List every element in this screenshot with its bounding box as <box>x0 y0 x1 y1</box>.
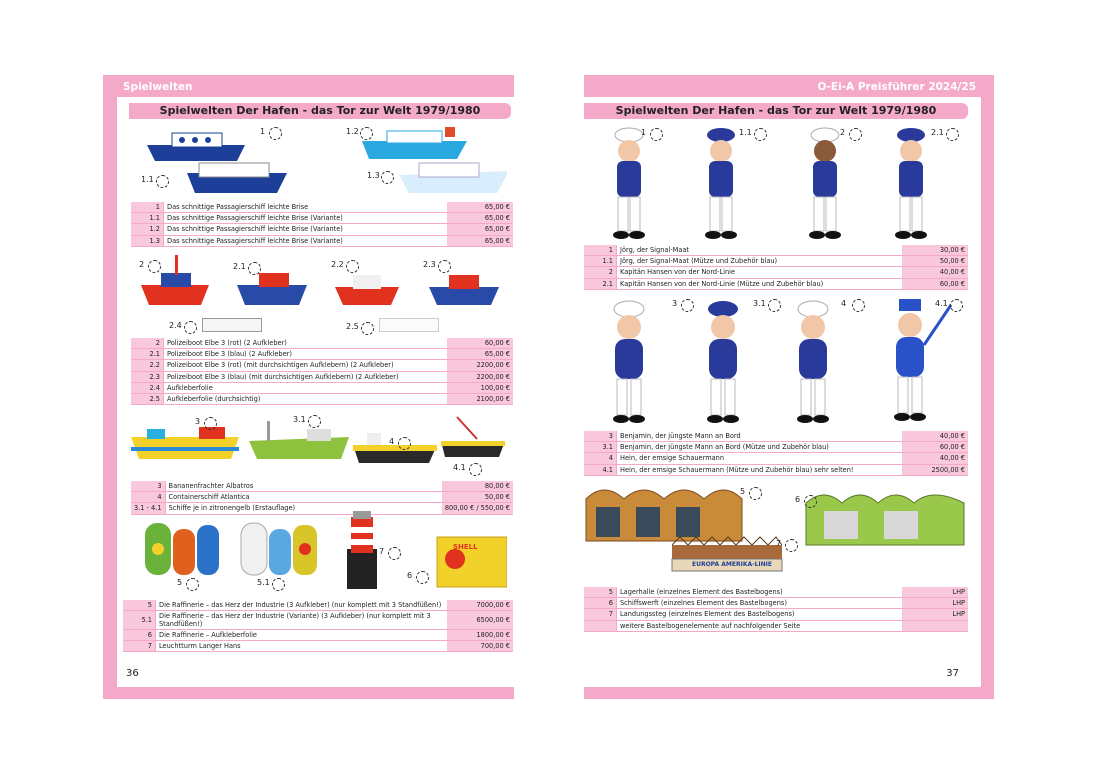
figure-signal-maat-icon <box>613 128 645 239</box>
item-description: Polizeiboot Elbe 3 (rot) (mit durchsichtigen Aufklebern) (2 Aufkleber) <box>164 360 448 371</box>
sticker-sheet-icon <box>202 318 262 332</box>
item-number: 6 <box>123 630 156 641</box>
item-number: 2.1 <box>584 278 617 289</box>
item-number: 2.1 <box>131 349 164 360</box>
right-page <box>584 97 981 687</box>
item-description: Hein, der emsige Schauermann (Mütze und Zubehör blau) sehr selten! <box>617 464 903 475</box>
lighthouse-icon <box>347 511 377 589</box>
item-description: Aufkleberfolie <box>164 382 448 393</box>
passenger-ships-image <box>137 123 507 199</box>
ship-1-1-icon <box>187 163 287 193</box>
label-fig-1-1: 1.1 <box>739 128 752 137</box>
item-number: 4 <box>131 492 165 503</box>
table-row <box>123 630 513 641</box>
item-description: Die Raffinerie – Aufkleberfolie <box>156 630 448 641</box>
item-price: 40,00 € <box>902 267 968 278</box>
item-description: Das schnittige Passagierschiff leichte Brise (Variante) <box>164 213 448 224</box>
check-circle-3[interactable] <box>204 417 217 430</box>
check-circle-2-1[interactable] <box>248 262 261 275</box>
item-price: 30,00 € <box>902 245 968 256</box>
item-number <box>584 620 617 631</box>
label-2-4: 2.4 <box>169 321 182 330</box>
table-row <box>584 609 968 620</box>
item-number: 2.5 <box>131 393 164 404</box>
check-circle-2-4[interactable] <box>184 321 197 334</box>
label-2-5: 2.5 <box>346 322 359 331</box>
label-bldg-5: 5 <box>740 487 746 496</box>
check-circle-fig-4[interactable] <box>852 299 865 312</box>
check-circle-1-3[interactable] <box>381 171 394 184</box>
item-price: 80,00 € <box>442 481 513 492</box>
left-header-title: Spielwelten <box>123 81 193 93</box>
right-header-title: O-Ei-A Preisführer 2024/25 <box>817 81 976 93</box>
label-1-1: 1.1 <box>141 175 154 184</box>
label-3: 3 <box>195 417 201 426</box>
label-4-1: 4.1 <box>453 463 466 472</box>
left-page-number: 36 <box>126 668 139 679</box>
europa-linie-text: EUROPA AMERIKA-LINIE <box>691 561 773 568</box>
item-number: 4 <box>584 453 617 464</box>
label-1: 1 <box>260 127 266 136</box>
item-price: 40,00 € <box>902 453 968 464</box>
item-number: 1.1 <box>131 213 164 224</box>
check-circle-bldg-7[interactable] <box>785 539 798 552</box>
ship-1-2-icon <box>362 127 467 159</box>
police-boat-blue-icon <box>237 273 307 305</box>
label-fig-3: 3 <box>672 299 678 308</box>
price-table-figures-1 <box>584 245 968 290</box>
item-number: 2 <box>131 338 164 349</box>
figure-signal-maat-blue-icon <box>705 128 737 239</box>
figure-benjamin-icon <box>613 301 645 423</box>
item-price: LHP <box>902 598 968 609</box>
label-bldg-6: 6 <box>795 495 801 504</box>
table-row <box>584 442 968 453</box>
item-price: 65,00 € <box>447 213 513 224</box>
item-description: Polizeiboot Elbe 3 (blau) (2 Aufkleber) <box>164 349 448 360</box>
label-2-3: 2.3 <box>423 260 436 269</box>
table-row <box>131 382 513 393</box>
label-3-1: 3.1 <box>293 415 306 424</box>
table-row <box>584 267 968 278</box>
item-number: 5 <box>584 587 617 598</box>
label-fig-1: 1 <box>641 128 647 137</box>
police-boat-red-clear-icon <box>335 275 399 305</box>
check-circle-fig-2-1[interactable] <box>946 128 959 141</box>
item-number: 2 <box>584 267 617 278</box>
item-description: Polizeiboot Elbe 3 (rot) (2 Aufkleber) <box>164 338 448 349</box>
check-circle-fig-1-1[interactable] <box>754 128 767 141</box>
check-circle-fig-1[interactable] <box>650 128 663 141</box>
item-number: 2.2 <box>131 360 164 371</box>
label-2: 2 <box>139 260 145 269</box>
item-description: Das schnittige Passagierschiff leichte Brise (Variante) <box>164 224 448 235</box>
item-number: 1.3 <box>131 235 164 246</box>
item-price: LHP <box>902 587 968 598</box>
check-circle-2[interactable] <box>148 260 161 273</box>
item-description: Kapitän Hansen von der Nord-Linie <box>617 267 903 278</box>
item-price: 2100,00 € <box>447 393 513 404</box>
item-description: Landungssteg (einzelnes Element des Bastelbogens) <box>617 609 903 620</box>
item-number: 3 <box>131 481 165 492</box>
item-number: 4.1 <box>584 464 617 475</box>
item-price: 60,00 € <box>447 338 513 349</box>
table-row <box>131 224 513 235</box>
check-circle-7[interactable] <box>388 547 401 560</box>
warehouse-icon <box>586 490 742 541</box>
table-row <box>131 492 513 503</box>
banana-freighter-icon <box>131 427 239 459</box>
crew-figures-image <box>599 295 969 427</box>
table-row <box>584 245 968 256</box>
label-fig-2-1: 2.1 <box>931 128 944 137</box>
check-circle-fig-2[interactable] <box>849 128 862 141</box>
item-number: 3.1 - 4.1 <box>131 503 165 514</box>
check-circle-fig-4-1[interactable] <box>950 299 963 312</box>
item-description: Aufkleberfolie (durchsichtig) <box>164 393 448 404</box>
refinery-tanks-icon <box>145 523 219 575</box>
check-circle-3-1[interactable] <box>308 415 321 428</box>
table-row <box>131 338 513 349</box>
item-price: 50,00 € <box>902 256 968 267</box>
item-price: LHP <box>902 609 968 620</box>
left-page <box>117 97 514 687</box>
price-table-2 <box>131 338 513 405</box>
item-number: 1 <box>584 245 617 256</box>
check-circle-fig-3[interactable] <box>681 299 694 312</box>
item-price: 100,00 € <box>447 382 513 393</box>
label-1-2: 1.2 <box>346 127 359 136</box>
item-price: 2200,00 € <box>447 371 513 382</box>
label-4: 4 <box>389 437 395 446</box>
table-row <box>131 202 513 213</box>
check-circle-bldg-5[interactable] <box>749 487 762 500</box>
figure-benjamin-blue-icon <box>707 301 739 423</box>
item-description: weitere Bastelbogenelemente auf nachfolgender Seite <box>617 620 903 631</box>
item-description: Leuchtturm Langer Hans <box>156 641 448 652</box>
right-page-number: 37 <box>946 668 959 679</box>
label-2-2: 2.2 <box>331 260 344 269</box>
item-number: 7 <box>584 609 617 620</box>
item-description: Das schnittige Passagierschiff leichte Brise (Variante) <box>164 235 448 246</box>
item-description: Benjamin, der jüngste Mann an Bord (Mütze und Zubehör blau) <box>617 442 903 453</box>
table-row <box>584 464 968 475</box>
item-price: 2200,00 € <box>447 360 513 371</box>
gutter <box>514 75 584 699</box>
ship-1-3-icon <box>399 163 507 193</box>
shipyard-icon <box>806 495 964 545</box>
clear-sticker-sheet-icon <box>379 318 439 332</box>
table-row <box>584 453 968 464</box>
item-price: 700,00 € <box>447 641 513 652</box>
item-description: Kapitän Hansen von der Nord-Linie (Mütze und Zubehör blau) <box>617 278 903 289</box>
item-description: Die Raffinerie – das Herz der Industrie (Variante) (3 Aufkleber) (nur komplett mit 3 Standfüßen!) <box>156 611 448 630</box>
table-row <box>123 641 513 652</box>
check-circle-4[interactable] <box>398 437 411 450</box>
table-row <box>131 213 513 224</box>
item-number: 3.1 <box>584 442 617 453</box>
table-row <box>131 481 513 492</box>
item-price: 60,00 € <box>902 278 968 289</box>
check-circle-1[interactable] <box>269 127 282 140</box>
label-1-3: 1.3 <box>367 171 380 180</box>
table-row <box>123 611 513 630</box>
item-price <box>902 620 968 631</box>
shell-sticker-text: SHELL <box>453 543 478 551</box>
price-table-1 <box>131 202 513 247</box>
item-description: Das schnittige Passagierschiff leichte Brise <box>164 202 448 213</box>
label-5-1: 5.1 <box>257 578 270 587</box>
label-fig-4: 4 <box>841 299 847 308</box>
check-circle-1-1[interactable] <box>156 175 169 188</box>
label-5: 5 <box>177 578 183 587</box>
check-circle-2-2[interactable] <box>346 260 359 273</box>
label-6: 6 <box>407 571 413 580</box>
item-price: 65,00 € <box>447 224 513 235</box>
check-circle-6[interactable] <box>416 571 429 584</box>
table-row <box>584 256 968 267</box>
table-row <box>123 600 513 611</box>
item-number: 5 <box>123 600 156 611</box>
check-circle-2-5[interactable] <box>361 322 374 335</box>
item-description: Hein, der emsige Schauermann <box>617 453 903 464</box>
table-row <box>584 278 968 289</box>
item-number: 1 <box>131 202 164 213</box>
item-price: 1800,00 € <box>447 630 513 641</box>
check-circle-5[interactable] <box>186 578 199 591</box>
price-table-4 <box>123 600 513 652</box>
item-price: 800,00 € / 550,00 € <box>442 503 513 514</box>
item-description: Bananenfrachter Albatros <box>165 481 442 492</box>
container-ship-icon <box>249 421 349 459</box>
item-number: 7 <box>123 641 156 652</box>
item-number: 1.2 <box>131 224 164 235</box>
catalog-spread <box>103 75 994 699</box>
table-row <box>131 393 513 404</box>
item-number: 3 <box>584 431 617 442</box>
item-number: 6 <box>584 598 617 609</box>
item-description: Schiffswerft (einzelnes Element des Bastelbogens) <box>617 598 903 609</box>
check-circle-fig-3-1[interactable] <box>768 299 781 312</box>
item-number: 2.3 <box>131 371 164 382</box>
check-circle-4-1[interactable] <box>469 463 482 476</box>
refinery-tanks-variant-icon <box>241 523 317 575</box>
label-2-1: 2.1 <box>233 262 246 271</box>
price-table-buildings <box>584 587 968 632</box>
table-row <box>584 598 968 609</box>
item-price: 60,00 € <box>902 442 968 453</box>
item-price: 65,00 € <box>447 235 513 246</box>
item-price: 50,00 € <box>442 492 513 503</box>
label-fig-3-1: 3.1 <box>753 299 766 308</box>
label-7: 7 <box>379 547 385 556</box>
item-price: 40,00 € <box>902 431 968 442</box>
yellow-container-ship-icon <box>441 417 505 457</box>
label-fig-4-1: 4.1 <box>935 299 948 308</box>
ship-1-icon <box>147 133 245 161</box>
table-row <box>584 587 968 598</box>
right-section-title: Spielwelten Der Hafen - das Tor zur Welt 1979/1980 <box>584 103 968 119</box>
sailor-figures-image <box>599 123 969 245</box>
yellow-banana-ship-icon <box>353 433 437 463</box>
item-price: 65,00 € <box>447 349 513 360</box>
figure-captain-blue-icon <box>895 128 927 239</box>
figure-hein-icon <box>797 301 829 423</box>
item-price: 2500,00 € <box>902 464 968 475</box>
check-circle-5-1[interactable] <box>272 578 285 591</box>
price-table-figures-2 <box>584 431 968 476</box>
table-row <box>131 371 513 382</box>
table-row <box>131 360 513 371</box>
table-row <box>584 620 968 631</box>
item-number: 1.1 <box>584 256 617 267</box>
check-circle-2-3[interactable] <box>438 260 451 273</box>
left-section-title: Spielwelten Der Hafen - das Tor zur Welt 1979/1980 <box>129 103 511 119</box>
item-description: Lagerhalle (einzelnes Element des Bastelbogens) <box>617 587 903 598</box>
item-description: Benjamin, der jüngste Mann an Bord <box>617 431 903 442</box>
item-description: Jörg, der Signal-Maat (Mütze und Zubehör blau) <box>617 256 903 267</box>
item-price: 7000,00 € <box>447 600 513 611</box>
item-price: 65,00 € <box>447 202 513 213</box>
item-description: Polizeiboot Elbe 3 (blau) (mit durchsichtigen Aufklebern) (2 Aufkleber) <box>164 371 448 382</box>
table-row <box>131 235 513 246</box>
item-description: Containerschiff Atlantica <box>165 492 442 503</box>
figure-hein-blue-icon <box>894 299 951 421</box>
check-circle-bldg-6[interactable] <box>804 495 817 508</box>
item-price: 6500,00 € <box>447 611 513 630</box>
item-description: Die Raffinerie – das Herz der Industrie (3 Aufkleber) (nur komplett mit 3 Standfüßen!) <box>156 600 448 611</box>
table-row <box>131 349 513 360</box>
table-row <box>584 431 968 442</box>
item-number: 5.1 <box>123 611 156 630</box>
label-bldg-7: 7 <box>776 539 782 548</box>
item-description: Jörg, der Signal-Maat <box>617 245 903 256</box>
item-number: 2.4 <box>131 382 164 393</box>
label-fig-2: 2 <box>840 128 846 137</box>
figure-captain-icon <box>809 128 841 239</box>
police-boats-image <box>137 249 507 319</box>
police-boat-blue-clear-icon <box>429 275 499 305</box>
check-circle-1-2[interactable] <box>360 127 373 140</box>
item-description: Schiffe je in zitronengelb (Erstauflage) <box>165 503 442 514</box>
